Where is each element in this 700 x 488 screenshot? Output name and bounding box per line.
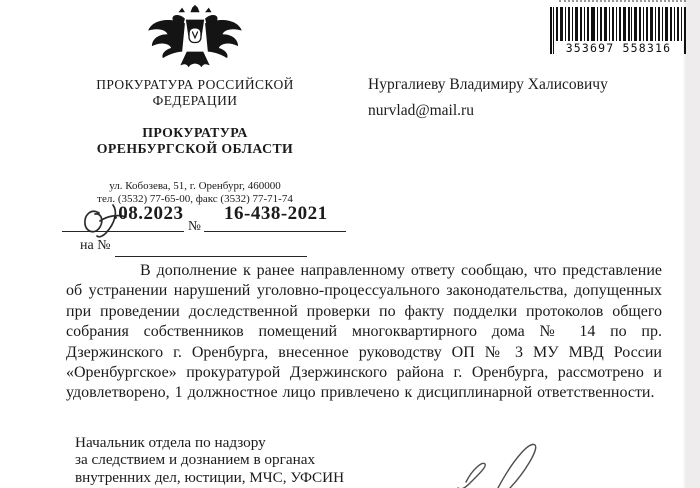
org-name-federal xyxy=(30,77,360,109)
org-name-regional-line1: ПРОКУРАТУРА xyxy=(142,125,248,140)
reply-to-underline xyxy=(115,256,307,257)
scan-edge-strip xyxy=(683,0,700,488)
org-name-federal-line1: ПРОКУРАТУРА РОССИЙСКОЙ xyxy=(96,77,294,92)
date-printed: .08.2023 xyxy=(113,203,184,224)
signer-title-line1: Начальник отдела по надзору xyxy=(75,434,266,451)
org-name-regional-line2: ОРЕНБУРГСКОЙ ОБЛАСТИ xyxy=(96,141,294,156)
org-address: ул. Кобозева, 51, г. Оренбург, 460000 xyxy=(109,180,281,192)
org-phone-fax: тел. (3532) 77-65-00, факс (3532) 77-71-74 xyxy=(97,193,293,205)
date-underline xyxy=(62,231,184,232)
outgoing-number: 16-438-2021 xyxy=(224,203,328,224)
outgoing-number-underline xyxy=(204,231,346,232)
barcode xyxy=(550,7,687,56)
reply-to-label: на № xyxy=(80,238,111,253)
org-name-federal-line2: ФЕДЕРАЦИИ xyxy=(152,93,238,108)
barcode-digits: 353697 558316 xyxy=(554,41,683,56)
signer-title xyxy=(75,434,344,486)
signer-title-line3: внутренних дел, юстиции, МЧС, УФСИН xyxy=(75,468,345,486)
recipient-name: Нургалиеву Владимиру Халисовичу xyxy=(368,76,608,93)
org-name-regional xyxy=(30,125,360,157)
scan-artifact-line xyxy=(559,0,686,2)
signer-title-line2: за следствием и дознанием в органах xyxy=(75,451,316,469)
letter-body: В дополнение к ранее направленному ответу сообщаю, что представление об устранении нарушений уголовно-процессуального законодательства, допущенных при проведении доследственной проверки по факту подделки протоколов общего собрания собственников помещений многоквартирного дома № 14 по пр. Дзержинского г. Оренбурга, внесенное руководству ОП № 3 МУ МВД России «Оренбургское» прокуратурой Дзержинского района г. Оренбурга, рассмотрено и удовлетворено, 1 должностное лицо привлечено к дисциплинарной ответственности. xyxy=(66,262,662,402)
recipient-email: nurvlad@mail.ru xyxy=(368,102,474,119)
handwritten-signature-ink xyxy=(436,430,611,488)
number-sign: № xyxy=(188,218,201,233)
coat-of-arms-icon xyxy=(136,4,254,70)
